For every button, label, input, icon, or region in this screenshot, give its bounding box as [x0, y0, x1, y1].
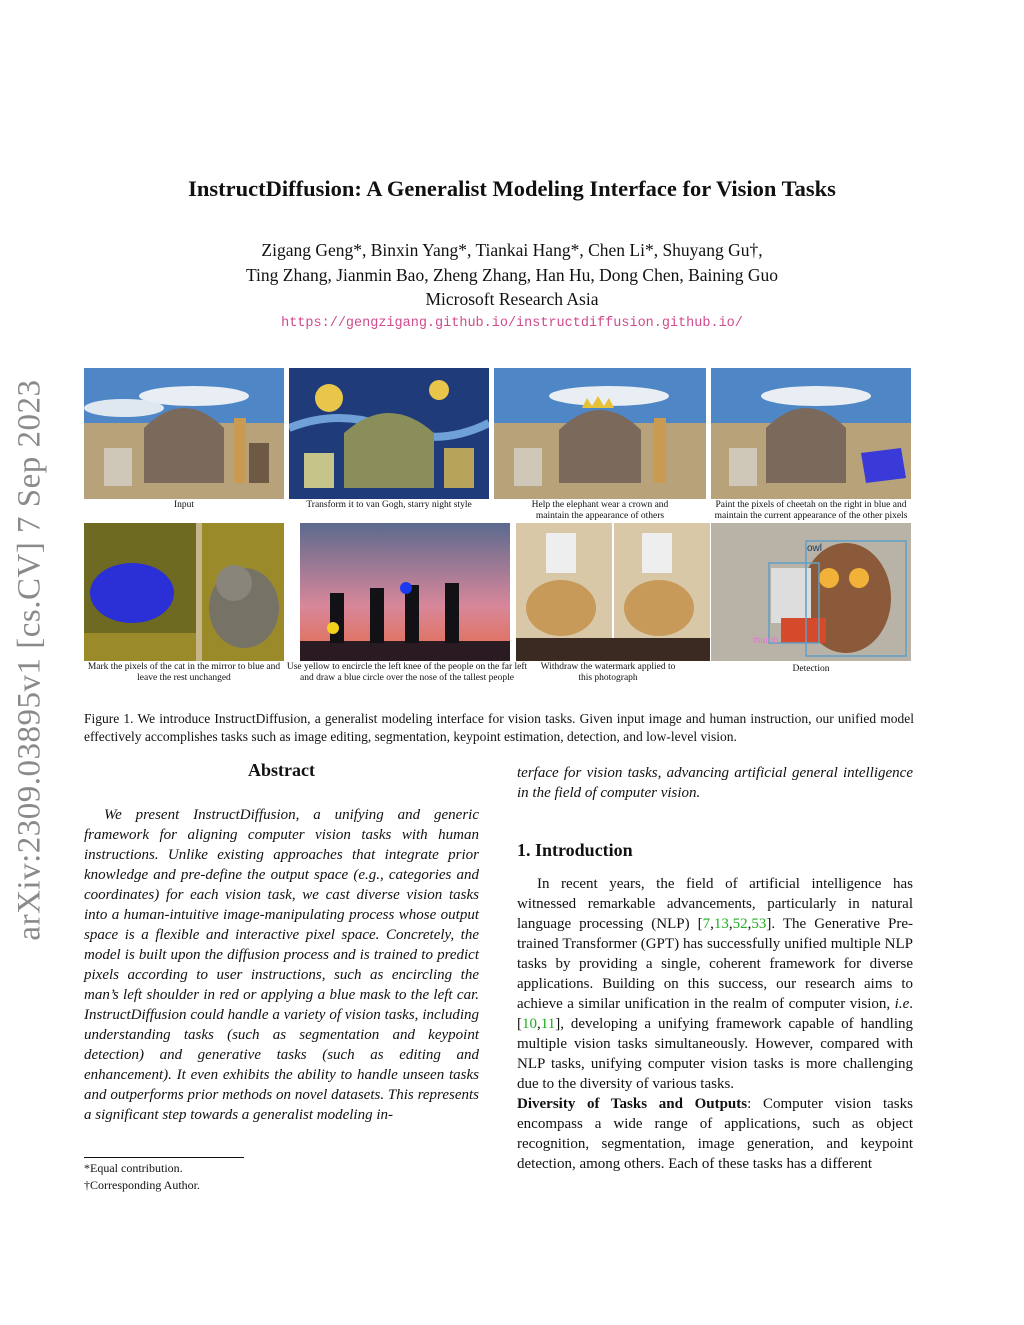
abstract-heading: Abstract — [248, 760, 315, 780]
abstract-text-1: We present InstructDiffusion, a unifying and generic framework for aligning computer vision tasks with human instructions. Unlike existing approaches that integrate prior knowledge and pre-define the output space (e.g., categories and coordinates) for each vision task, we cast diverse vision tasks into a human-intuitive image-manipulating process whose output space is a flexible and interactive pixel space. — [84, 807, 479, 943]
figure-caption-watermark: Withdraw the watermark applied to this photograph — [540, 662, 676, 683]
abstract-text-2: Concretely, the model is built upon the diffusion process and is trained to predict pixels according to user instructions, such as encircling the man’s left shoulder in red or applying a blue mask to the left car. InstructDiffusion could handle a variety of vision tasks, including understanding tasks (such as segmentation and keypoint detection) and generative tasks (such as editing and enhancement). It even exhibits the ability to handle unseen tasks and outperforms prior methods on novel datasets. This represents a significant step towards a generalist modeling in- — [84, 927, 480, 1123]
arxiv-sidebar — [4, 360, 56, 960]
detection-label-owl: owl — [807, 543, 823, 554]
figure-caption-input: Input — [173, 500, 195, 510]
figure-caption-detection: Detection — [792, 664, 830, 674]
figure-image-crown — [494, 368, 706, 499]
arxiv-id: arXiv:2309.03895v1 [cs.CV] 7 Sep 2023 — [11, 379, 48, 941]
figure-image-watermark — [516, 523, 710, 661]
footnotes — [84, 1160, 200, 1194]
intro-text-b: ]. The Generative Pre-trained Transformer (GPT) has successfully unified multiple NLP tasks by providing a single, coherent framework for diverse applications. Building on this success, our research aims to achieve a similar unification in the realm of computer vision, — [517, 916, 913, 1012]
citation-7[interactable]: 7 — [702, 916, 711, 932]
intro-paragraph-2 — [517, 1094, 913, 1174]
figure-image-van-gogh — [289, 368, 489, 499]
authors-line-1: Zigang Geng*, Binxin Yang*, Tiankai Hang*, Chen Li*, Shuyang Gu†, — [261, 240, 763, 260]
figure-caption-cat-mirror: Mark the pixels of the cat in the mirror to blue and leave the rest unchanged — [87, 662, 281, 683]
figure-caption: Figure 1. We introduce InstructDiffusion, a generalist modeling interface for vision tasks. Given input image and human instruction, our unified model effectively accomplishes tasks such as image editing, segmentation, keypoint estimation, detection, and low-level vision. — [84, 711, 914, 744]
abstract-body — [84, 805, 479, 1125]
citation-13[interactable]: 13 — [713, 916, 729, 932]
intro-text-d: ], developing a unifying framework capable of handling multiple vision tasks simultaneously. However, compared with NLP tasks, unifying computer vision tasks is more challenging due to the diversity of various tasks. — [517, 1016, 913, 1092]
footnote-equal-contribution: *Equal contribution. — [84, 1161, 183, 1175]
figure-caption-van-gogh: Transform it to van Gogh, starry night style — [306, 500, 472, 510]
intro-text-c: . [ — [517, 996, 913, 1032]
paper-title: InstructDiffusion: A Generalist Modeling Interface for Vision Tasks — [188, 176, 836, 201]
figure-image-input — [84, 368, 284, 499]
project-url[interactable]: https://gengzigang.github.io/instructdiffusion.github.io/ — [281, 316, 743, 331]
figure-image-sunset-keypoints — [300, 523, 510, 661]
detection-label-thumb: thumb — [753, 635, 779, 645]
abstract-continuation: terface for vision tasks, advancing artificial general intelligence in the field of computer vision. — [517, 765, 913, 801]
footnote-corresponding: †Corresponding Author. — [84, 1178, 200, 1192]
figure-caption-sunset: Use yellow to encircle the left knee of the people on the far left and draw a blue circle over the nose of the tallest people — [286, 662, 528, 683]
intro-bold-heading: Diversity of Tasks and Outputs — [517, 1096, 748, 1112]
intro-paragraph-1: In recent years, the field of artificial intelligence has witnessed remarkable advancements, particularly in natural language processing (NLP) [7,13,52,53]. The Generative Pre-trained Transformer (GPT) has successfully unified multiple NLP tasks by providing a single, coherent framework for diverse applications. Building on this success, our research aims to achieve a similar unification in the realm of computer vision, i.e. [10,11], developing a unifying framework capable of handling multiple vision tasks simultaneously. However, compared with NLP tasks, unifying computer vision tasks is more challenging due to the diversity of various tasks. — [517, 876, 913, 1092]
figure-image-blue-cheetah — [711, 368, 911, 499]
footnote-rule — [84, 1157, 244, 1158]
figure-image-detection — [711, 523, 911, 661]
intro-ie: i.e — [894, 996, 910, 1012]
citation-53[interactable]: 53 — [751, 916, 767, 932]
affiliation: Microsoft Research Asia — [425, 289, 599, 309]
figure-caption-crown: Help the elephant wear a crown and maintain the appearance of others — [531, 500, 669, 521]
figure-image-cat-mirror — [84, 523, 284, 661]
introduction-heading: 1. Introduction — [517, 840, 633, 860]
citation-52[interactable]: 52 — [732, 916, 748, 932]
introduction-body — [517, 874, 913, 1174]
intro-text-a: In recent years, the field of artificial intelligence has witnessed remarkable advancements, particularly in natural language processing (NLP) [ — [517, 876, 913, 932]
citation-10[interactable]: 10 — [522, 1016, 537, 1032]
abstract-paragraph — [84, 805, 479, 1125]
figure-caption-blue-cheetah: Paint the pixels of cheetah on the right in blue and maintain the current appearance of the other pixels — [714, 500, 908, 521]
citation-11[interactable]: 11 — [540, 1016, 556, 1032]
authors-line-2: Ting Zhang, Jianmin Bao, Zheng Zhang, Han Hu, Dong Chen, Baining Guo — [245, 265, 779, 285]
intro-text-e: : Computer vision tasks encompass a wide range of applications, such as object recognition, segmentation, image generation, and keypoint detection, among others. Each of these tasks has a different — [517, 1096, 913, 1172]
